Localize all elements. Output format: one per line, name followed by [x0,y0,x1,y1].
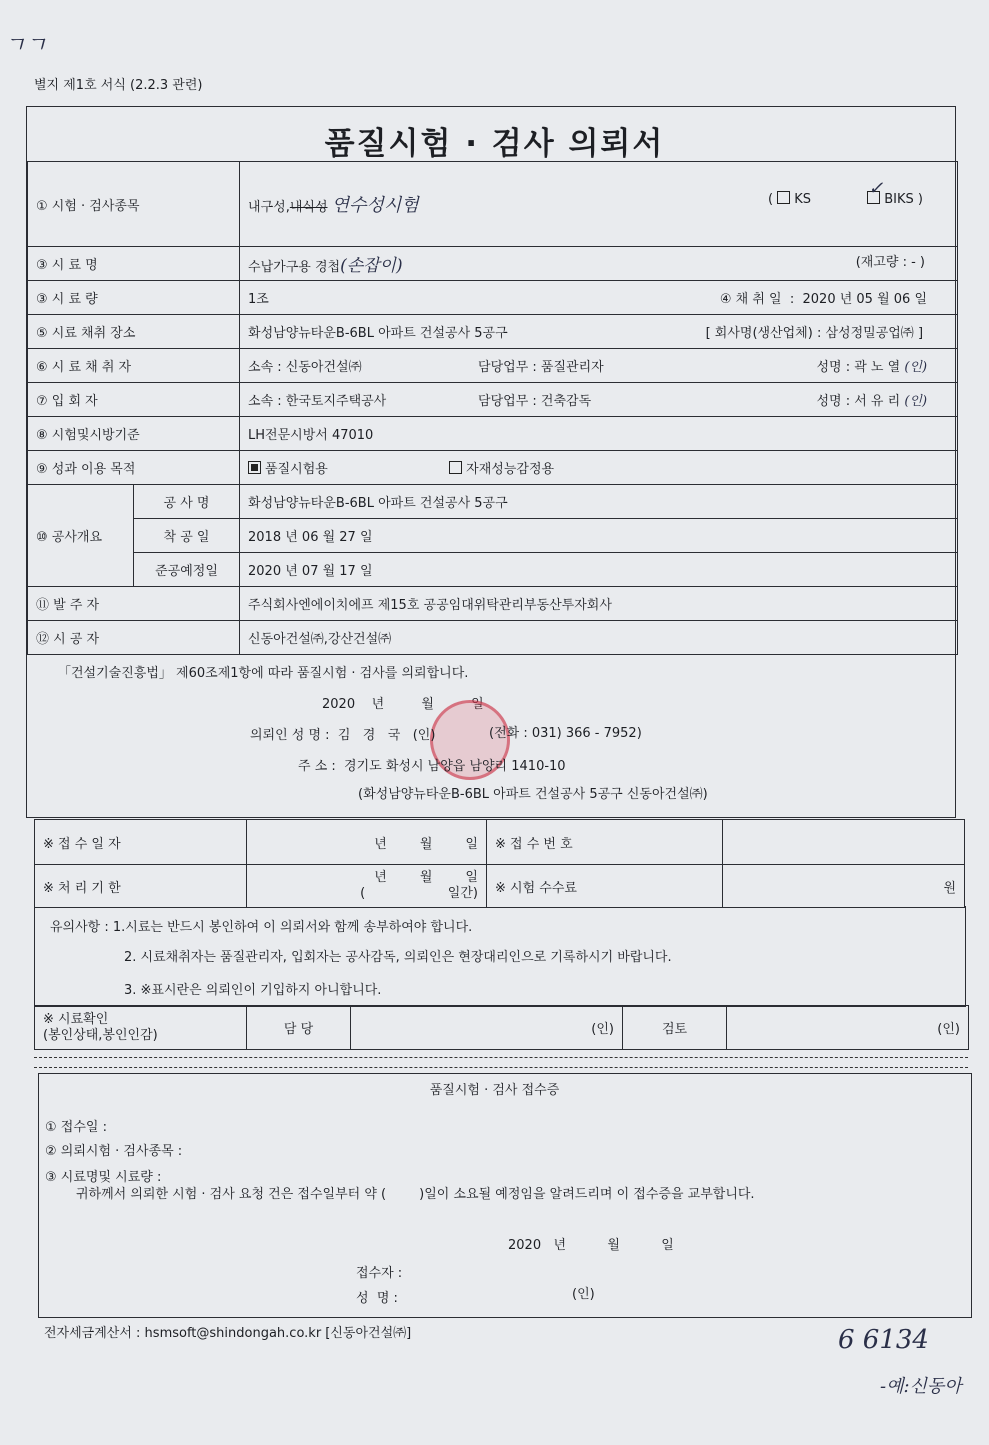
label-sampler: ⑥ 시 료 채 취 자 [28,349,240,383]
sample-place-text: 화성남양뉴타운B-6BL 아파트 건설공사 5공구 [248,326,508,341]
sample-name-text: 수납가구용 경첩 [248,260,341,275]
witness-name: 성명 : 서 유 리 [816,394,901,409]
overview-value: 2018 년 06 월 27 일 [240,519,958,553]
witness-duty: 담당업무 : 건축감독 [478,394,592,409]
receipt-date-value[interactable]: 년 월 일 [247,820,487,865]
handwritten-note-line1: 6 6134 [838,1325,929,1355]
row-test-type [28,162,958,247]
label-purpose: ⑨ 성과 이용 목적 [28,451,240,485]
test-type-typed: 내구성, [248,200,290,215]
label-client: ⑪ 발 주 자 [28,587,240,621]
receipt-title: 품질시험 · 검사 접수증 [429,1083,560,1098]
overview-key: 공 사 명 [134,485,240,519]
witness-seal: (인) [904,394,928,409]
witness-affiliation: 소속 : 한국토지주택공사 [248,394,387,409]
note-1: 유의사항 : 1.시료는 반드시 봉인하여 이 의뢰서와 함께 송부하여야 합니다. [50,920,473,935]
value-purpose [240,451,958,485]
value-standard: LH전문시방서 47010 [240,417,958,451]
sampler-name: 성명 : 곽 노 열 [816,360,901,375]
note-2: 2. 시료채취자는 품질관리자, 입회자는 공사감독, 의뢰인은 현장대리인으로 기록하시기 바랍니다. [124,950,672,965]
label-overview: ⑩ 공사개요 [28,485,134,587]
receipt-number-value[interactable] [723,820,965,865]
receipt-number-label: ※ 접 수 번 호 [487,820,723,865]
biks-checkbox[interactable]: ✓ [867,191,880,204]
sampler-affiliation: 소속 : 신동아건설㈜ [248,360,362,375]
requester-site: (화성남양뉴타운B-6BL 아파트 건설공사 5공구 신동아건설㈜) [358,787,708,802]
confirm-label: ※ 시료확인 [43,1011,109,1027]
requester-name: 의뢰인 성 명 : 김 경 국 (인) [250,728,436,743]
handwritten-note-line2: -예:신동아 [880,1376,962,1397]
row-sampler [28,349,958,383]
sample-confirm-table [34,1005,969,1050]
receipt-item-1: ① 접수일 : [45,1120,107,1135]
row-overview-1 [28,485,958,519]
receipt-item-2: ② 의뢰시험 · 검사종목 : [45,1144,183,1159]
value-test-type: 내구성,내식성 연수성시험 ( KS ✓ BIKS ) [240,162,958,247]
test-type-struck: 내식성 [289,200,328,215]
deadline-value[interactable] [247,865,487,908]
value-sampler [240,349,958,383]
note-3: 3. ※표시란은 의뢰인이 기입하지 아니합니다. [124,983,382,998]
value-contractor: 신동아건설㈜,강산건설㈜ [240,621,958,655]
test-type-handwritten: 연수성시험 [331,195,419,216]
row-client [28,587,958,621]
value-client: 주식회사엔에이치에프 제15호 공공임대위탁관리부동산투자회사 [240,587,958,621]
stock-text: (재고량 : - ) [855,255,926,270]
label-sample-place: ⑤ 시료 채취 장소 [28,315,240,349]
row-contractor [28,621,958,655]
label-standard: ⑧ 시험및시방기준 [28,417,240,451]
deadline-label: ※ 처 리 기 한 [35,865,247,908]
review-label: 검토 [623,1006,727,1050]
overview-value: 화성남양뉴타운B-6BL 아파트 건설공사 5공구 [240,485,958,519]
purpose-quality-label: 품질시험용 [265,462,328,477]
receipt-date-label: ※ 접 수 일 자 [35,820,247,865]
request-statement: 「건설기술진흥법」 제60조제1항에 따라 품질시험 · 검사를 의뢰합니다. [58,666,469,681]
label-sample-qty: ③ 시 료 량 [28,281,240,315]
footer-email: 전자세금계산서 : hsmsoft@shindongah.co.kr [신동아건설㈜] [44,1326,412,1341]
row-standard [28,417,958,451]
fee-label: ※ 시험 수수료 [487,865,723,908]
sample-name-handwritten: (손잡이) [340,256,403,276]
cut-line-1 [34,1057,968,1058]
row-witness [28,383,958,417]
purpose-appraisal-label: 자재성능감정용 [466,462,555,477]
deadline-date: 년 월 일 [374,870,478,885]
fee-value[interactable] [723,865,965,908]
fee-unit: 원 [943,880,956,896]
purpose-quality-checkbox[interactable] [248,461,261,474]
biks-label: BIKS [884,192,914,207]
request-table [27,161,958,655]
receipt-notice: 귀하께서 의뢰한 시험 · 검사 요청 건은 접수일부터 약 ( )일이 소요될 예정임을 알려드리며 이 접수증을 교부합니다. [76,1187,755,1202]
value-sample-place [240,315,958,349]
receipt-date: 2020 년 월 일 [508,1238,674,1253]
value-sample-qty: 1조 ④ 채 취 일 : 2020 년 05 월 06 일 [240,281,958,315]
purpose-appraisal-checkbox[interactable] [449,461,462,474]
charge-label: 담 당 [247,1006,351,1050]
row-overview-2 [28,519,958,553]
label-test-type: ① 시험 · 검사종목 [28,162,240,247]
deadline-days: ( 일간) [360,886,478,901]
review-seal[interactable]: (인) [727,1006,969,1050]
office-use-table [34,819,965,908]
label-contractor: ⑫ 시 공 자 [28,621,240,655]
corner-handwritten-mark: ㄱㄱ [4,33,47,58]
label-witness: ⑦ 입 회 자 [28,383,240,417]
receiver-seal: (인) [572,1287,595,1302]
request-date: 2020 년 월 일 [322,697,484,712]
charge-seal[interactable]: (인) [351,1006,623,1050]
overview-key: 준공예정일 [134,553,240,587]
row-overview-3 [28,553,958,587]
ks-checkbox[interactable] [777,191,790,204]
manufacturer-text: [ 회사명(생산업체) : 삼성정밀공업㈜ ] [705,326,924,341]
row-sample-place [28,315,958,349]
receiver-name-label: 성 명 : [356,1291,398,1306]
value-sample-name [240,247,958,281]
label-sample-name: ③ 시 료 명 [28,247,240,281]
form-reference: 별지 제1호 서식 (2.2.3 관련) [34,78,203,93]
row-sample-name [28,247,958,281]
sampling-date-label: ④ 채 취 일 [719,292,782,307]
value-witness [240,383,958,417]
sampler-seal: (인) [904,360,928,375]
row-purpose [28,451,958,485]
overview-key: 착 공 일 [134,519,240,553]
overview-value: 2020 년 07 월 17 일 [240,553,958,587]
sampling-date-value: 2020 년 05 월 06 일 [802,292,928,307]
sample-qty-text: 1조 [248,292,269,307]
receiver-label: 접수자 : [356,1266,403,1281]
requester-address: 주 소 : 경기도 화성시 남양읍 남양리 1410-10 [298,759,566,774]
requester-phone: (전화 : 031) 366 - 7952) [489,726,642,741]
confirm-sub: (봉인상태,봉인인감) [43,1027,158,1043]
cut-line-2 [34,1067,968,1068]
receipt-item-3: ③ 시료명및 시료량 : [45,1170,162,1185]
ks-label: KS [794,192,811,207]
form-title: 품질시험 · 검사 의뢰서 [324,126,665,162]
row-sample-qty [28,281,958,315]
sampler-duty: 담당업무 : 품질관리자 [478,360,604,375]
